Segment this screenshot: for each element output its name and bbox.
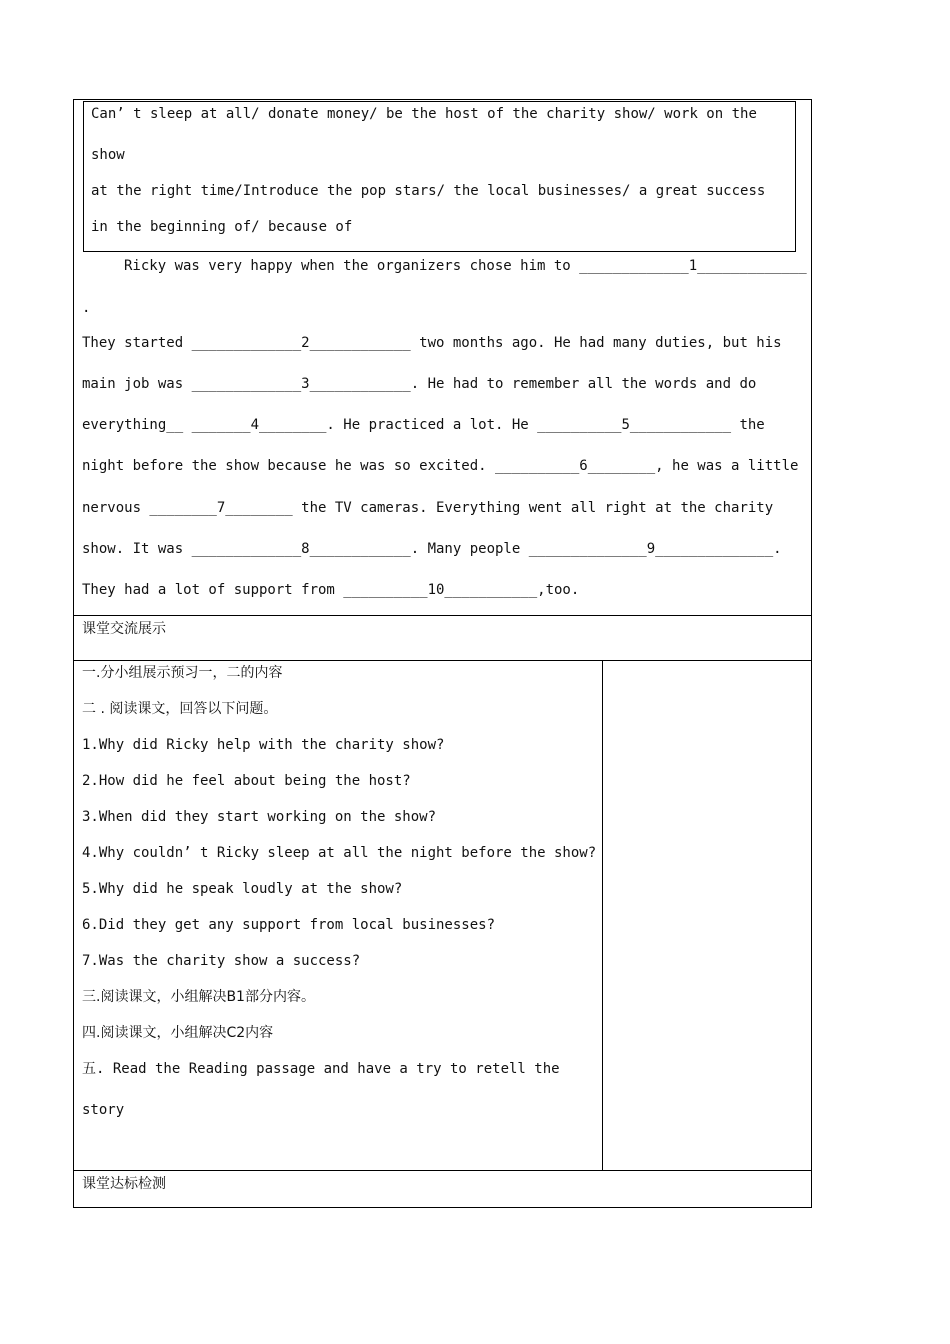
word-bank-line-4: in the beginning of/ because of [91,219,353,235]
passage-line-8: show. It was _____________8____________. Many people ______________9______________. [82,541,782,557]
question-3: 3.When did they start working on the show? [82,809,437,825]
section-exchange-title: 课堂交流展示 [82,621,166,637]
word-bank-line-2: show [91,147,125,163]
row-divider-2 [74,660,811,661]
exchange-item-1: 一.分小组展示预习一，二的内容 [82,665,283,681]
passage-line-9: They had a lot of support from __________10___________,too. [82,582,580,598]
question-7: 7.Was the charity show a success? [82,953,361,969]
exchange-item-4: 四.阅读课文，小组解决C2内容 [82,1025,274,1041]
passage-line-3: They started _____________2____________ two months ago. He had many duties, but his [82,335,782,351]
passage-line-5: everything__ _______4________. He practiced a lot. He __________5____________ the [82,417,765,433]
exchange-item-3: 三.阅读课文，小组解决B1部分内容。 [82,989,315,1005]
question-6: 6.Did they get any support from local businesses? [82,917,496,933]
question-4: 4.Why couldn’ t Ricky sleep at all the night before the show? [82,845,597,861]
exchange-item-5-cont: story [82,1102,125,1118]
exchange-item-5: 五. Read the Reading passage and have a try to retell the [82,1061,560,1077]
column-divider [602,660,603,1170]
row-divider-3 [74,1170,811,1171]
word-bank-line-1: Can’ t sleep at all/ donate money/ be the host of the charity show/ work on the [91,106,757,122]
passage-line-4: main job was _____________3____________. He had to remember all the words and do [82,376,757,392]
question-2: 2.How did he feel about being the host? [82,773,411,789]
exchange-item-2: 二 . 阅读课文，回答以下问题。 [82,701,278,717]
passage-line-6: night before the show because he was so excited. __________6________, he was a little [82,458,799,474]
question-1: 1.Why did Ricky help with the charity show? [82,737,445,753]
section-test-title: 课堂达标检测 [82,1176,166,1192]
row-divider-1 [74,615,811,616]
passage-line-7: nervous ________7________ the TV cameras. Everything went all right at the charity [82,500,774,516]
passage-line-1: Ricky was very happy when the organizers chose him to _____________1_____________ [124,258,807,274]
question-5: 5.Why did he speak loudly at the show? [82,881,403,897]
worksheet-table [73,99,812,1208]
passage-line-2: . [82,300,91,316]
word-bank-line-3: at the right time/Introduce the pop stars/ the local businesses/ a great success [91,183,766,199]
